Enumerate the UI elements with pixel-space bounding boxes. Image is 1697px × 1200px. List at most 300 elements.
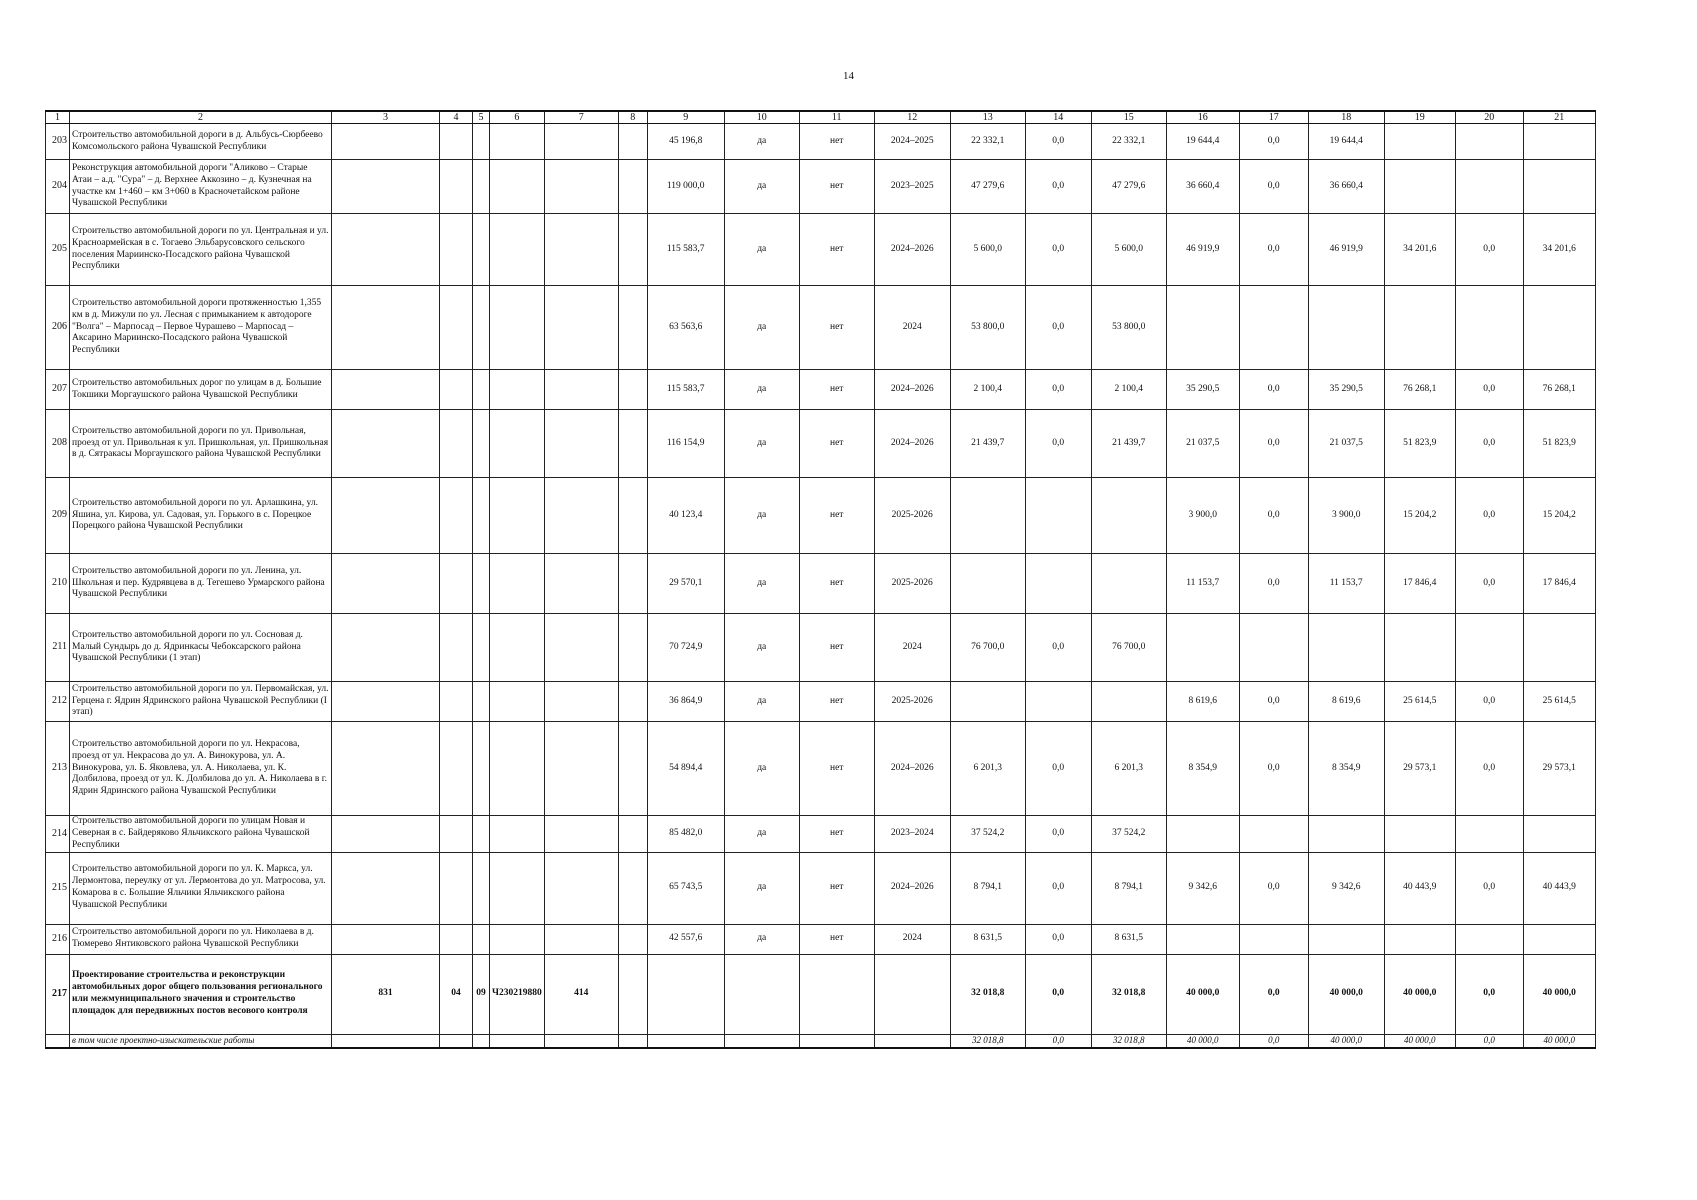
table-cell xyxy=(1308,614,1384,682)
table-cell: 5 600,0 xyxy=(1091,214,1166,286)
table-cell xyxy=(332,924,440,954)
table-cell: 40 000,0 xyxy=(1308,954,1384,1034)
table-cell xyxy=(440,554,473,614)
table-cell: 40 443,9 xyxy=(1384,852,1455,924)
table-cell xyxy=(490,924,545,954)
table-cell: 29 570,1 xyxy=(647,554,724,614)
table-cell: нет xyxy=(799,478,874,554)
table-cell: 42 557,6 xyxy=(647,924,724,954)
table-cell: нет xyxy=(799,682,874,722)
table-cell xyxy=(490,410,545,478)
table-row xyxy=(46,160,1596,214)
table-cell: 2025-2026 xyxy=(874,478,950,554)
table-cell xyxy=(1091,682,1166,722)
table-cell: 70 724,9 xyxy=(647,614,724,682)
table-cell xyxy=(490,722,545,816)
table-cell xyxy=(490,286,545,370)
table-cell xyxy=(1166,614,1239,682)
table-row xyxy=(46,924,1596,954)
table-cell: 0,0 xyxy=(1239,370,1308,410)
table-cell: да xyxy=(724,160,799,214)
table-cell xyxy=(618,478,647,554)
table-cell xyxy=(490,852,545,924)
row-number-cell: 204 xyxy=(46,160,70,214)
table-row xyxy=(46,682,1596,722)
table-cell xyxy=(1384,816,1455,853)
table-cell: 40 000,0 xyxy=(1384,954,1455,1034)
object-name-cell: Строительство автомобильной дороги по ул. Сосновая д. Малый Сундырь до д. Ядринкасы Чебоксарского района Чувашской Республики (1 этап) xyxy=(70,614,332,682)
table-cell: 40 443,9 xyxy=(1523,852,1595,924)
table-cell xyxy=(332,410,440,478)
column-header: 18 xyxy=(1308,111,1384,124)
subtotal-value: 32 018,8 xyxy=(950,1034,1025,1048)
table-cell: да xyxy=(724,370,799,410)
table-cell xyxy=(1384,124,1455,160)
table-cell: 8 794,1 xyxy=(950,852,1025,924)
table-cell xyxy=(440,160,473,214)
table-cell xyxy=(490,478,545,554)
table-cell xyxy=(618,614,647,682)
table-cell xyxy=(332,478,440,554)
row-number-cell: 214 xyxy=(46,816,70,853)
table-cell: 2023–2025 xyxy=(874,160,950,214)
table-cell: 2024–2026 xyxy=(874,852,950,924)
table-row xyxy=(46,214,1596,286)
table-cell xyxy=(332,286,440,370)
row-number-cell: 205 xyxy=(46,214,70,286)
table-cell xyxy=(332,682,440,722)
table-cell: 51 823,9 xyxy=(1523,410,1595,478)
row-number-cell: 216 xyxy=(46,924,70,954)
table-cell xyxy=(544,124,618,160)
table-cell: 2024 xyxy=(874,286,950,370)
column-header: 15 xyxy=(1091,111,1166,124)
table-cell: 29 573,1 xyxy=(1384,722,1455,816)
table-cell: да xyxy=(724,924,799,954)
column-header: 3 xyxy=(332,111,440,124)
table-cell xyxy=(1523,614,1595,682)
table-cell: 0,0 xyxy=(1239,478,1308,554)
table-cell: 0,0 xyxy=(1239,124,1308,160)
table-cell xyxy=(332,554,440,614)
table-cell: 6 201,3 xyxy=(950,722,1025,816)
object-name-cell: Строительство автомобильной дороги по улицам Новая и Северная в с. Байдеряково Яльчикского района Чувашской Республики xyxy=(70,816,332,853)
table-row xyxy=(46,554,1596,614)
table-row xyxy=(46,954,1596,1034)
data-table xyxy=(45,110,1596,1049)
subtotal-value: 32 018,8 xyxy=(1091,1034,1166,1048)
table-cell: 2025-2026 xyxy=(874,682,950,722)
table-cell: 0,0 xyxy=(1239,554,1308,614)
row-number-cell: 210 xyxy=(46,554,70,614)
table-cell: 29 573,1 xyxy=(1523,722,1595,816)
table-cell: 0,0 xyxy=(1239,682,1308,722)
table-cell xyxy=(544,160,618,214)
table-cell: 0,0 xyxy=(1239,954,1308,1034)
table-cell: нет xyxy=(799,286,874,370)
table-cell: 17 846,4 xyxy=(1384,554,1455,614)
table-cell: 2024 xyxy=(874,924,950,954)
table-cell xyxy=(1523,816,1595,853)
table-cell: 8 631,5 xyxy=(950,924,1025,954)
table-cell: да xyxy=(724,554,799,614)
table-cell xyxy=(473,410,490,478)
column-header: 2 xyxy=(70,111,332,124)
table-cell xyxy=(950,682,1025,722)
column-header: 16 xyxy=(1166,111,1239,124)
table-cell: 65 743,5 xyxy=(647,852,724,924)
table-cell xyxy=(1455,160,1523,214)
table-cell xyxy=(440,682,473,722)
table-cell: 2024–2026 xyxy=(874,410,950,478)
subtotal-label: в том числе проектно-изыскательские работы xyxy=(70,1034,332,1048)
object-name-cell: Строительство автомобильной дороги по ул. Николаева в д. Тюмерево Янтиковского района Чувашской Республики xyxy=(70,924,332,954)
table-cell xyxy=(618,924,647,954)
table-cell: 63 563,6 xyxy=(647,286,724,370)
table-cell: нет xyxy=(799,124,874,160)
column-header: 14 xyxy=(1025,111,1091,124)
table-cell xyxy=(440,924,473,954)
table-cell xyxy=(618,722,647,816)
row-number-cell: 203 xyxy=(46,124,70,160)
row-number-cell: 211 xyxy=(46,614,70,682)
table-cell: 35 290,5 xyxy=(1308,370,1384,410)
table-cell xyxy=(440,722,473,816)
column-header: 7 xyxy=(544,111,618,124)
table-cell xyxy=(1308,924,1384,954)
table-cell xyxy=(473,478,490,554)
table-cell: 54 894,4 xyxy=(647,722,724,816)
row-number-cell: 208 xyxy=(46,410,70,478)
table-cell: 76 700,0 xyxy=(1091,614,1166,682)
table-cell xyxy=(1384,614,1455,682)
column-header: 6 xyxy=(490,111,545,124)
table-cell: нет xyxy=(799,924,874,954)
table-cell: нет xyxy=(799,214,874,286)
table-cell xyxy=(1166,924,1239,954)
subtotal-value: 40 000,0 xyxy=(1384,1034,1455,1048)
table-cell: 8 619,6 xyxy=(1308,682,1384,722)
table-cell: да xyxy=(724,682,799,722)
table-cell: Ч230219880 xyxy=(490,954,545,1034)
table-cell: 9 342,6 xyxy=(1166,852,1239,924)
table-row xyxy=(46,286,1596,370)
column-header: 17 xyxy=(1239,111,1308,124)
table-cell xyxy=(618,816,647,853)
subtotal-value: 0,0 xyxy=(1239,1034,1308,1048)
table-row xyxy=(46,816,1596,853)
table-cell xyxy=(544,924,618,954)
table-cell: 0,0 xyxy=(1455,214,1523,286)
table-cell: 8 794,1 xyxy=(1091,852,1166,924)
column-header: 10 xyxy=(724,111,799,124)
table-cell: 53 800,0 xyxy=(1091,286,1166,370)
table-cell xyxy=(618,682,647,722)
table-cell: 2024–2026 xyxy=(874,214,950,286)
object-name-cell: Проектирование строительства и реконструкции автомобильных дорог общего пользования регионального или межмуниципального значения и строительство площадок для передвижных постов весового контроля xyxy=(70,954,332,1034)
table-cell xyxy=(1455,124,1523,160)
table-cell xyxy=(1384,924,1455,954)
object-name-cell: Строительство автомобильной дороги протяженностью 1,355 км в д. Мижули по ул. Лесная с примыканием к автодороге "Волга" – Марпосад – Первое Чурашево – Марпосад – Аксарино Мариинско-Посадского района Чувашской Республики xyxy=(70,286,332,370)
table-cell: 2 100,4 xyxy=(950,370,1025,410)
table-cell xyxy=(332,124,440,160)
table-cell: 09 xyxy=(473,954,490,1034)
table-cell: 119 000,0 xyxy=(647,160,724,214)
table-cell: 2 100,4 xyxy=(1091,370,1166,410)
page-number: 14 xyxy=(843,70,854,82)
empty-cell xyxy=(490,1034,545,1048)
table-cell xyxy=(490,614,545,682)
row-number-cell: 213 xyxy=(46,722,70,816)
table-cell: 22 332,1 xyxy=(950,124,1025,160)
table-cell xyxy=(1308,286,1384,370)
table-cell xyxy=(799,954,874,1034)
table-cell: 40 123,4 xyxy=(647,478,724,554)
table-cell: 0,0 xyxy=(1455,682,1523,722)
table-cell xyxy=(618,286,647,370)
table-cell: 8 619,6 xyxy=(1166,682,1239,722)
table-cell: 0,0 xyxy=(1025,852,1091,924)
column-header: 1 xyxy=(46,111,70,124)
table-cell: 37 524,2 xyxy=(1091,816,1166,853)
table-cell xyxy=(490,554,545,614)
table-cell: 37 524,2 xyxy=(950,816,1025,853)
column-header: 20 xyxy=(1455,111,1523,124)
table-cell xyxy=(618,410,647,478)
table-cell xyxy=(332,852,440,924)
table-cell xyxy=(473,160,490,214)
empty-cell xyxy=(544,1034,618,1048)
table-cell xyxy=(1384,286,1455,370)
table-cell xyxy=(332,614,440,682)
table-cell: 5 600,0 xyxy=(950,214,1025,286)
table-cell xyxy=(1166,816,1239,853)
table-cell: 2025-2026 xyxy=(874,554,950,614)
table-cell: 76 700,0 xyxy=(950,614,1025,682)
table-cell: 0,0 xyxy=(1455,722,1523,816)
empty-cell xyxy=(874,1034,950,1048)
row-number-cell: 207 xyxy=(46,370,70,410)
column-header: 21 xyxy=(1523,111,1595,124)
table-cell xyxy=(544,410,618,478)
table-cell xyxy=(544,852,618,924)
table-cell xyxy=(440,286,473,370)
column-header: 12 xyxy=(874,111,950,124)
table-cell xyxy=(618,124,647,160)
table-cell xyxy=(332,816,440,853)
table-cell: 3 900,0 xyxy=(1308,478,1384,554)
table-cell xyxy=(332,214,440,286)
table-cell xyxy=(473,614,490,682)
table-cell xyxy=(618,214,647,286)
table-cell: 46 919,9 xyxy=(1166,214,1239,286)
table-cell xyxy=(332,160,440,214)
table-cell: 76 268,1 xyxy=(1523,370,1595,410)
table-cell xyxy=(544,722,618,816)
table-cell: 0,0 xyxy=(1455,370,1523,410)
table-cell: 2023–2024 xyxy=(874,816,950,853)
table-cell xyxy=(1025,478,1091,554)
table-cell: 51 823,9 xyxy=(1384,410,1455,478)
object-name-cell: Строительство автомобильной дороги по ул. Привольная, проезд от ул. Привольная к ул. Пришкольная, ул. Пришкольная в д. Сятракасы Моргаушского района Чувашской Республики xyxy=(70,410,332,478)
table-cell: 76 268,1 xyxy=(1384,370,1455,410)
table-cell: 19 644,4 xyxy=(1308,124,1384,160)
table-cell: 45 196,8 xyxy=(647,124,724,160)
table-cell xyxy=(618,554,647,614)
table-cell: да xyxy=(724,214,799,286)
table-cell: 116 154,9 xyxy=(647,410,724,478)
table-cell: 04 xyxy=(440,954,473,1034)
table-cell: да xyxy=(724,816,799,853)
table-cell xyxy=(490,214,545,286)
table-cell xyxy=(544,286,618,370)
table-cell: 0,0 xyxy=(1025,410,1091,478)
table-cell xyxy=(490,124,545,160)
table-cell: 36 660,4 xyxy=(1308,160,1384,214)
table-cell xyxy=(1523,286,1595,370)
table-cell xyxy=(1091,478,1166,554)
table-cell xyxy=(473,214,490,286)
table-cell: 21 439,7 xyxy=(950,410,1025,478)
object-name-cell: Строительство автомобильной дороги по ул. Некрасова, проезд от ул. Некрасова до ул. А. Винокурова, ул. А. Винокурова, ул. Б. Яковлева, ул. А. Николаева, ул. К. Долбилова, проезд от ул. К. Долбилова до ул. А. Николаева в г. Ядрин Ядринского района Чувашской Республики xyxy=(70,722,332,816)
table-cell xyxy=(874,954,950,1034)
table-cell xyxy=(1091,554,1166,614)
table-cell: 0,0 xyxy=(1455,554,1523,614)
table-cell xyxy=(618,954,647,1034)
table-cell xyxy=(618,370,647,410)
table-cell xyxy=(332,722,440,816)
table-cell xyxy=(440,370,473,410)
table-cell xyxy=(1455,924,1523,954)
table-cell xyxy=(490,370,545,410)
object-name-cell: Строительство автомобильной дороги по ул. К. Маркса, ул. Лермонтова, переулку от ул. Лермонтова до ул. Матросова, ул. Комарова в с. Большие Яльчики Яльчикского района Чувашской Республики xyxy=(70,852,332,924)
table-cell xyxy=(440,614,473,682)
table-cell xyxy=(1239,614,1308,682)
table-cell: 36 864,9 xyxy=(647,682,724,722)
empty-cell xyxy=(440,1034,473,1048)
table-cell: 8 354,9 xyxy=(1166,722,1239,816)
subtotal-value: 40 000,0 xyxy=(1166,1034,1239,1048)
table-cell: 32 018,8 xyxy=(1091,954,1166,1034)
table-cell xyxy=(440,410,473,478)
table-cell xyxy=(1455,614,1523,682)
table-cell: 36 660,4 xyxy=(1166,160,1239,214)
table-cell: нет xyxy=(799,554,874,614)
table-cell xyxy=(1025,554,1091,614)
column-header: 5 xyxy=(473,111,490,124)
empty-cell xyxy=(332,1034,440,1048)
column-header: 9 xyxy=(647,111,724,124)
header-row xyxy=(46,111,1596,124)
column-header: 11 xyxy=(799,111,874,124)
row-number-cell: 206 xyxy=(46,286,70,370)
table-row xyxy=(46,852,1596,924)
table-cell: 35 290,5 xyxy=(1166,370,1239,410)
table-cell: 22 332,1 xyxy=(1091,124,1166,160)
table-cell: да xyxy=(724,410,799,478)
table-cell xyxy=(440,478,473,554)
subtotal-value: 0,0 xyxy=(1025,1034,1091,1048)
table-cell: 0,0 xyxy=(1239,160,1308,214)
table-cell xyxy=(490,682,545,722)
table-cell: 19 644,4 xyxy=(1166,124,1239,160)
empty-cell xyxy=(724,1034,799,1048)
table-cell: 0,0 xyxy=(1025,722,1091,816)
table-cell: 25 614,5 xyxy=(1384,682,1455,722)
subtotal-value: 0,0 xyxy=(1455,1034,1523,1048)
column-header: 4 xyxy=(440,111,473,124)
table-row xyxy=(46,124,1596,160)
table-cell: 0,0 xyxy=(1025,214,1091,286)
table-cell: 0,0 xyxy=(1239,214,1308,286)
table-cell xyxy=(1025,682,1091,722)
table-cell xyxy=(1455,286,1523,370)
empty-cell xyxy=(473,1034,490,1048)
table-cell: 40 000,0 xyxy=(1166,954,1239,1034)
table-cell xyxy=(473,682,490,722)
table-cell: 47 279,6 xyxy=(950,160,1025,214)
object-name-cell: Строительство автомобильных дорог по улицам в д. Большие Токшики Моргаушского района Чувашской Республики xyxy=(70,370,332,410)
object-name-cell: Строительство автомобильной дороги по ул. Арлашкина, ул. Яшина, ул. Кирова, ул. Садовая, ул. Горького в с. Порецкое Порецкого района Чувашской Республики xyxy=(70,478,332,554)
table-cell: 0,0 xyxy=(1025,286,1091,370)
row-number-cell: 217 xyxy=(46,954,70,1034)
table-cell: 0,0 xyxy=(1025,370,1091,410)
subtotal-row xyxy=(46,1034,1596,1048)
table-cell: нет xyxy=(799,370,874,410)
table-cell xyxy=(1523,124,1595,160)
table-cell xyxy=(544,554,618,614)
table-row xyxy=(46,370,1596,410)
table-cell xyxy=(440,816,473,853)
table-cell xyxy=(473,124,490,160)
table-cell xyxy=(1239,816,1308,853)
table-cell: 85 482,0 xyxy=(647,816,724,853)
table-cell xyxy=(544,614,618,682)
table-cell xyxy=(950,478,1025,554)
table-cell: 0,0 xyxy=(1455,852,1523,924)
table-cell xyxy=(544,682,618,722)
table-cell: 0,0 xyxy=(1455,478,1523,554)
table-cell: 32 018,8 xyxy=(950,954,1025,1034)
table-cell: 0,0 xyxy=(1239,722,1308,816)
table-cell: нет xyxy=(799,816,874,853)
table-cell xyxy=(647,954,724,1034)
table-cell: 25 614,5 xyxy=(1523,682,1595,722)
table-cell: 11 153,7 xyxy=(1308,554,1384,614)
table-cell: 46 919,9 xyxy=(1308,214,1384,286)
table-cell: 0,0 xyxy=(1455,954,1523,1034)
table-cell xyxy=(473,924,490,954)
object-name-cell: Строительство автомобильной дороги по ул. Первомайская, ул. Герцена г. Ядрин Ядринского района Чувашской Республики (I этап) xyxy=(70,682,332,722)
table-cell: да xyxy=(724,286,799,370)
table-cell: 115 583,7 xyxy=(647,370,724,410)
table-cell: нет xyxy=(799,852,874,924)
object-name-cell: Строительство автомобильной дороги в д. Альбусь-Сюрбеево Комсомольского района Чувашской Республики xyxy=(70,124,332,160)
table-cell: 17 846,4 xyxy=(1523,554,1595,614)
table-cell xyxy=(440,214,473,286)
table-row xyxy=(46,410,1596,478)
row-number-cell: 215 xyxy=(46,852,70,924)
table-cell: 0,0 xyxy=(1025,816,1091,853)
table-cell xyxy=(440,124,473,160)
table-cell: 40 000,0 xyxy=(1523,954,1595,1034)
table-cell: 2024–2026 xyxy=(874,722,950,816)
table-cell: 6 201,3 xyxy=(1091,722,1166,816)
table-cell xyxy=(1166,286,1239,370)
table-cell: 2024–2025 xyxy=(874,124,950,160)
table-cell: нет xyxy=(799,722,874,816)
subtotal-value: 40 000,0 xyxy=(1523,1034,1595,1048)
